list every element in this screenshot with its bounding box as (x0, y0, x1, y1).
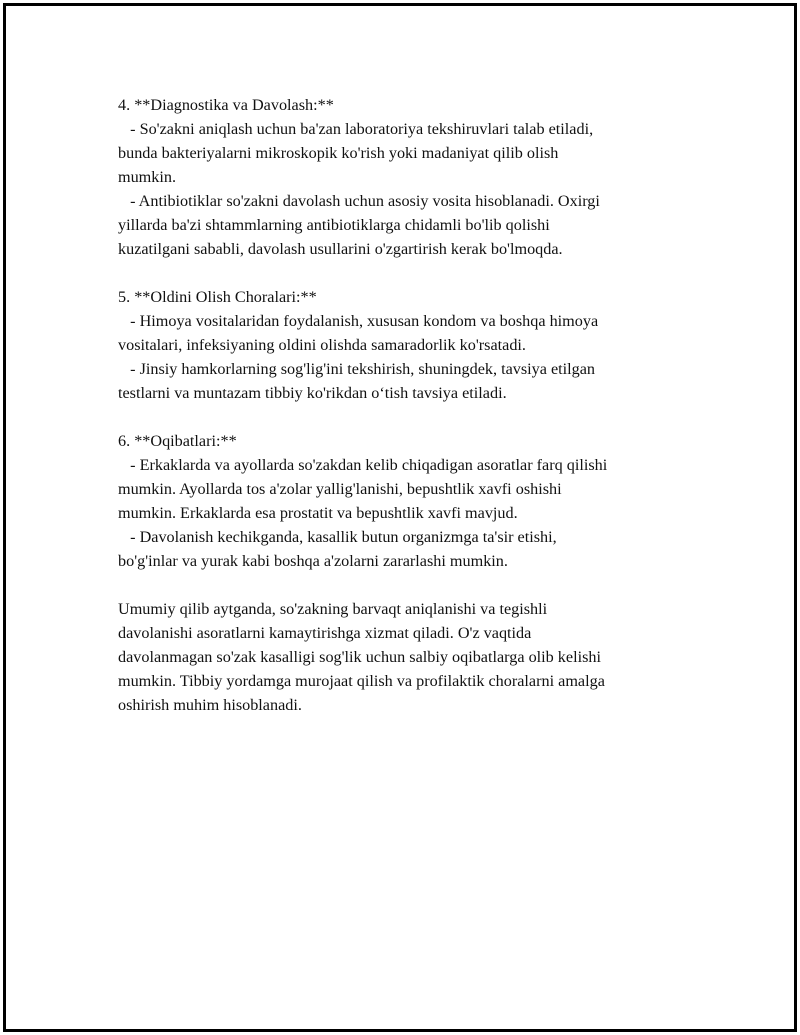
text-line: oshirish muhim hisoblanadi. (118, 696, 302, 714)
document-body (118, 93, 718, 741)
section-heading: 4. **Diagnostika va Davolash:** (118, 96, 334, 114)
section-summary (118, 597, 718, 717)
text-line: mumkin. Ayollarda tos a'zolar yallig'lanishi, bepushtlik xavfi oshishi (118, 480, 562, 498)
section-diagnostics-treatment (118, 93, 718, 261)
text-line: - Erkaklarda va ayollarda so'zakdan kelib chiqadigan asoratlar farq qilishi (118, 456, 608, 474)
text-line: - Antibiotiklar so'zakni davolash uchun asosiy vosita hisoblanadi. Oxirgi (118, 192, 600, 210)
section-prevention (118, 285, 718, 405)
text-line: bunda bakteriyalarni mikroskopik ko'rish yoki madaniyat qilib olish (118, 144, 559, 162)
section-heading: 6. **Oqibatlari:** (118, 432, 237, 450)
text-line: davolanishi asoratlarni kamaytirishga xizmat qiladi. O'z vaqtida (118, 624, 532, 642)
text-line: Umumiy qilib aytganda, so'zakning barvaqt aniqlanishi va tegishli (118, 600, 548, 618)
text-line: - Himoya vositalaridan foydalanish, xususan kondom va boshqa himoya (118, 312, 599, 330)
text-line: - So'zakni aniqlash uchun ba'zan laboratoriya tekshiruvlari talab etiladi, (118, 120, 594, 138)
text-line: - Davolanish kechikganda, kasallik butun organizmga ta'sir etishi, (118, 528, 557, 546)
section-heading: 5. **Oldini Olish Choralari:** (118, 288, 317, 306)
text-line: testlarni va muntazam tibbiy ko'rikdan o‘tish tavsiya etiladi. (118, 384, 507, 402)
text-line: vositalari, infeksiyaning oldini olishda samaradorlik ko'rsatadi. (118, 336, 526, 354)
text-line: bo'g'inlar va yurak kabi boshqa a'zolarni zararlashi mumkin. (118, 552, 508, 570)
text-line: yillarda ba'zi shtammlarning antibiotiklarga chidamli bo'lib qolishi (118, 216, 550, 234)
text-line: kuzatilgani sababli, davolash usullarini o'zgartirish kerak bo'lmoqda. (118, 240, 563, 258)
text-line: mumkin. Erkaklarda esa prostatit va bepushtlik xavfi mavjud. (118, 504, 518, 522)
text-line: mumkin. (118, 168, 177, 186)
text-line: mumkin. Tibbiy yordamga murojaat qilish va profilaktik choralarni amalga (118, 672, 605, 690)
text-line: davolanmagan so'zak kasalligi sog'lik uchun salbiy oqibatlarga olib kelishi (118, 648, 601, 666)
text-line: - Jinsiy hamkorlarning sog'lig'ini tekshirish, shuningdek, tavsiya etilgan (118, 360, 596, 378)
section-consequences (118, 429, 718, 573)
